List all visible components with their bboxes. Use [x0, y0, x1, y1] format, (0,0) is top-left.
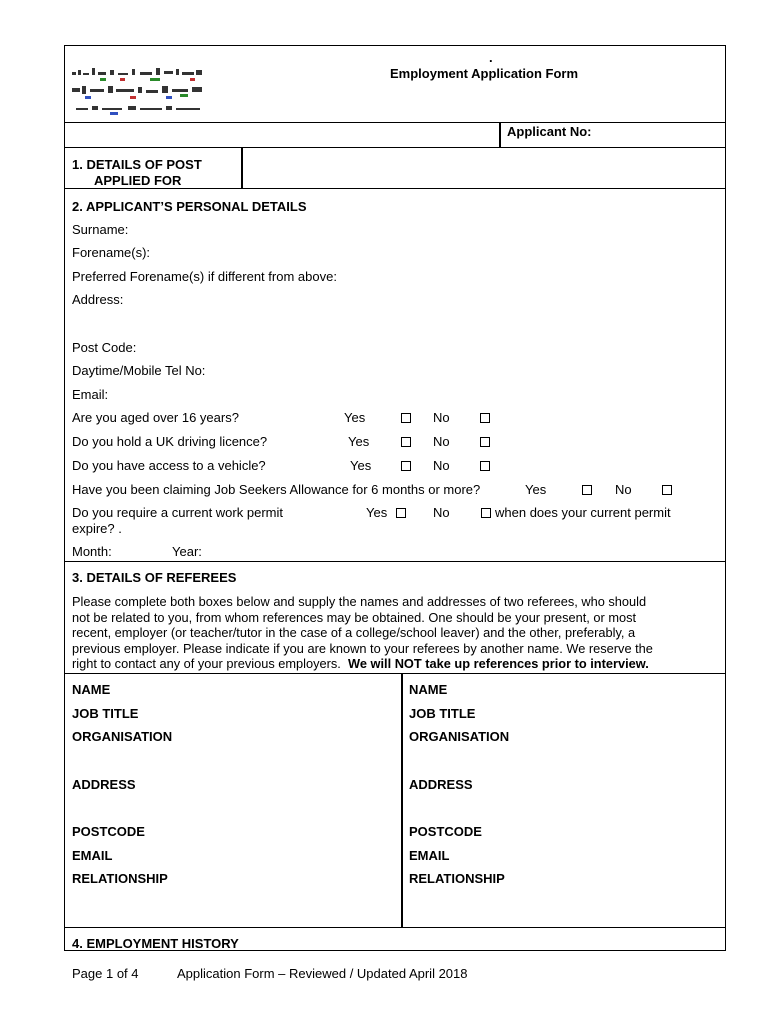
- post-applied-field[interactable]: [244, 149, 723, 187]
- section2-heading: 2. APPLICANT’S PERSONAL DETAILS: [72, 199, 307, 214]
- section1-divider: [241, 147, 243, 189]
- referee-1-address-label: ADDRESS: [72, 777, 136, 792]
- section3-heading: 3. DETAILS OF REFEREES: [72, 570, 237, 585]
- email-label: Email:: [72, 387, 109, 402]
- q-jsa-yes-checkbox[interactable]: [582, 485, 592, 495]
- q-vehicle-no-label: No: [433, 458, 450, 473]
- referee-2-organisation-label: ORGANISATION: [409, 729, 510, 744]
- instructions-line-2: not be related to you, from whom references may be obtained. One should be your present, or most: [72, 609, 637, 625]
- q-vehicle-yes-checkbox[interactable]: [401, 461, 411, 471]
- forenames-label: Forename(s):: [72, 245, 151, 260]
- referee-1-job-title-label: JOB TITLE: [72, 706, 139, 721]
- instructions-line-5-bold: We will NOT take up references prior to interview.: [348, 656, 649, 671]
- permit-month-label: Month:: [72, 544, 112, 559]
- q-permit-no-checkbox[interactable]: [481, 508, 491, 518]
- referee-2-name-label: NAME: [409, 682, 448, 697]
- section4-heading: 4. EMPLOYMENT HISTORY: [72, 936, 239, 951]
- q-permit-no-label: No: [433, 505, 450, 520]
- section1-title-line1: 1. DETAILS OF POST: [72, 157, 202, 172]
- address-label: Address:: [72, 292, 124, 307]
- q-vehicle-label: Do you have access to a vehicle?: [72, 458, 266, 473]
- permit-year-label: Year:: [172, 544, 202, 559]
- permit-when-label: when does your current permit: [495, 505, 671, 520]
- q-permit-yes-checkbox[interactable]: [396, 508, 406, 518]
- referee-1-postcode-label: POSTCODE: [72, 824, 145, 839]
- referee-1-organisation-label: ORGANISATION: [72, 729, 173, 744]
- q-licence-yes-label: Yes: [348, 434, 370, 449]
- instructions-line-3: recent, employer (or teacher/tutor in the case of a college/school leaver) and the other, preferably, a: [72, 625, 636, 640]
- company-logo: [70, 64, 210, 120]
- q-jsa-yes-label: Yes: [525, 482, 547, 497]
- q-jsa-no-label: No: [615, 482, 632, 497]
- q-jsa-no-checkbox[interactable]: [662, 485, 672, 495]
- referee-1-email-label: EMAIL: [72, 848, 113, 863]
- referee-2-job-title-label: JOB TITLE: [409, 706, 476, 721]
- referee-2-postcode-label: POSTCODE: [409, 824, 482, 839]
- referees-instructions: [72, 594, 722, 672]
- q-age-yes-checkbox[interactable]: [401, 413, 411, 423]
- section1-title-line2: APPLIED FOR: [94, 173, 182, 188]
- referee-2-email-label: EMAIL: [409, 848, 450, 863]
- q-licence-no-label: No: [433, 434, 450, 449]
- q-vehicle-yes-label: Yes: [350, 458, 372, 473]
- instructions-line-1: Please complete both boxes below and supply the names and addresses of two referees, who should: [72, 594, 647, 609]
- q-vehicle-no-checkbox[interactable]: [480, 461, 490, 471]
- applicant-divider: [499, 122, 501, 148]
- tel-label: Daytime/Mobile Tel No:: [72, 363, 206, 378]
- postcode-label: Post Code:: [72, 340, 137, 355]
- q-age-yes-label: Yes: [344, 410, 366, 425]
- q-licence-label: Do you hold a UK driving licence?: [72, 434, 268, 449]
- instructions-line-5-text: right to contact any of your previous employers.: [72, 656, 341, 671]
- applicant-row: [64, 122, 726, 148]
- q-licence-yes-checkbox[interactable]: [401, 437, 411, 447]
- q-licence-no-checkbox[interactable]: [480, 437, 490, 447]
- surname-label: Surname:: [72, 222, 129, 237]
- q-jsa-label: Have you been claiming Job Seekers Allowance for 6 months or more?: [72, 482, 481, 497]
- q-permit-label: Do you require a current work permit: [72, 505, 283, 520]
- referee-1-relationship-label: RELATIONSHIP: [72, 871, 168, 886]
- referee-2-relationship-label: RELATIONSHIP: [409, 871, 505, 886]
- q-permit-yes-label: Yes: [366, 505, 388, 520]
- referees-divider: [401, 673, 403, 928]
- applicant-no-label: Applicant No:: [507, 124, 592, 139]
- header-dot: .: [489, 50, 493, 65]
- q-age-no-checkbox[interactable]: [480, 413, 490, 423]
- preferred-forenames-label: Preferred Forename(s) if different from above:: [72, 269, 337, 284]
- q-age-label: Are you aged over 16 years?: [72, 410, 239, 425]
- q-age-no-label: No: [433, 410, 450, 425]
- footer-document-info: Application Form – Reviewed / Updated April 2018: [177, 966, 468, 981]
- form-title: Employment Application Form: [390, 66, 579, 81]
- instructions-line-5: [72, 656, 722, 672]
- footer-page-number: Page 1 of 4: [72, 966, 139, 981]
- instructions-line-4: previous employer. Please indicate if you are known to your referees by another name. We reserve the: [72, 640, 653, 656]
- referee-1-name-label: NAME: [72, 682, 111, 697]
- referees-box: [64, 673, 726, 928]
- referee-2-address-label: ADDRESS: [409, 777, 473, 792]
- permit-expire-label: expire? .: [72, 521, 122, 536]
